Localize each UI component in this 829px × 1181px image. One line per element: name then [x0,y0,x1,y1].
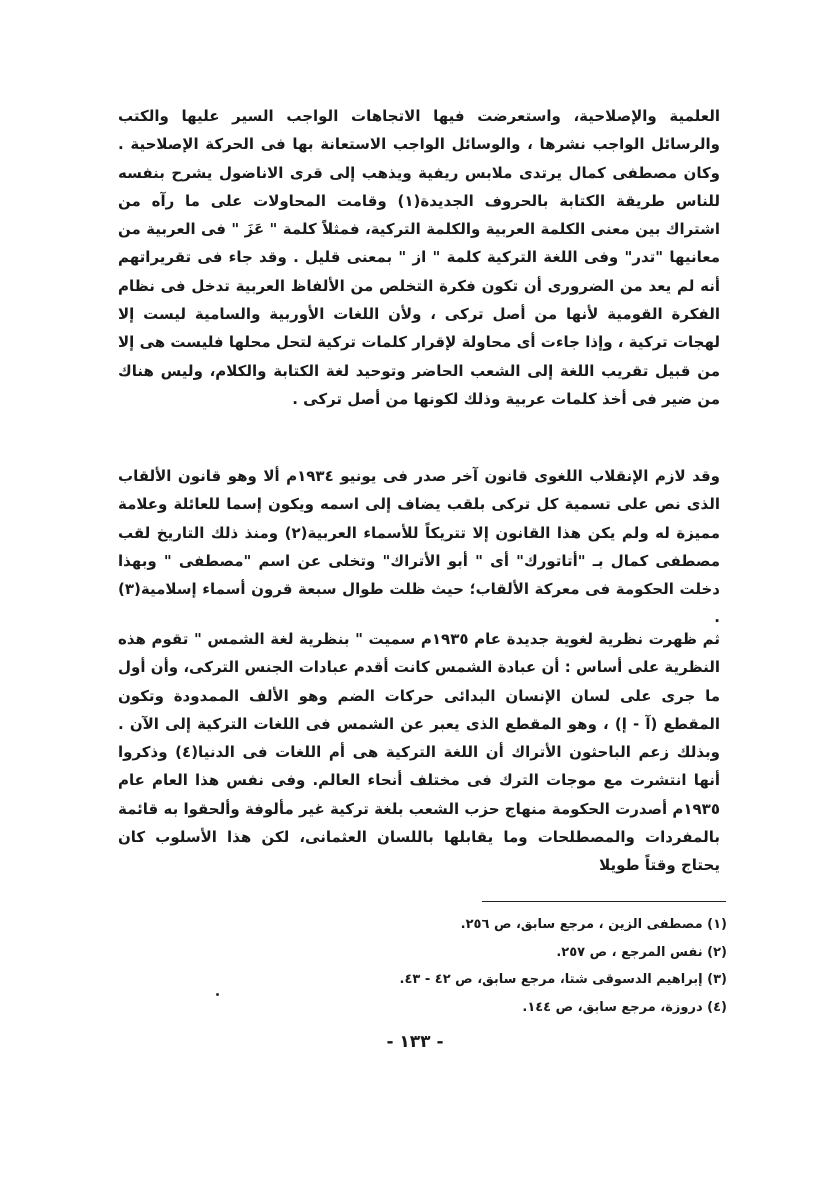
paragraph-text: العلمية والإصلاحية، واستعرضت فيها الاتجاهات الواجب السير عليها والكتب والرسائل الواجب نشرها ، والوسائل الواجب الاستعانة بها فى الحركة الإصلاحية . وكان مصطفى كمال يرتدى ملابس ريفية ويذهب إلى قرى الاناضول يشرح بنفسه للناس طريقة الكتابة بالحروف الجديدة(١) وقامت المحاولات على ما رآه من اشتراك بين معنى الكلمة العربية والكلمة التركية، فمثلاً كلمة " عَزَ " فى العربية من معانيها "تدر" وفى اللغة التركية كلمة " از " بمعنى قليل . وقد جاء فى تقريراتهم أنه لم يعد من الضرورى أن تكون فكرة التخلص من الألفاظ العربية تدخل فى نظام الفكرة القومية لأنها من أصل تركى ، ولأن اللغات الأوربية والسامية ليست إلا لهجات تركية ، وإذا جاءت أى محاولة لإقرار كلمات تركية لتحل محلها فليست هى إلا من قبيل تقريب اللغة إلى الشعب الحاضر وتوحيد لغة الكتابة والكلام، وليس هناك من ضير فى أخذ كلمات عربية وذلك لكونها من أصل تركى . [118,107,721,408]
footnote-1: (١) مصطفى الزين ، مرجع سابق، ص ٢٥٦. [460,917,727,932]
footnote-separator [482,901,726,902]
footnote-3: (٣) إبراهيم الدسوقى شتا، مرجع سابق، ص ٤٢ - ٤٣. [399,972,727,987]
paragraph-text: وقد لازم الإنقلاب اللغوى قانون آخر صدر فى يونيو ١٩٣٤م ألا وهو قانون الألقاب الذى نص على تسمية كل تركى بلقب يضاف إلى اسمه ويكون إسما للعائلة وعلامة مميزة له ولم يكن هذا القانون إلا تتريكاً للأسماء العربية(٢) ومنذ ذلك التاريخ لقب مصطفى كمال بـ "أتاتورك" أى " أبو الأتراك" وتخلى عن اسم "مصطفى " وبهذا دخلت الحكومة فى معركة الألقاب؛ حيث ظلت طوال سبعة قرون أسماء إسلامية(٣) . [118,467,721,627]
footnote-2: (٢) نفس المرجع ، ص ٢٥٧. [556,944,727,960]
body-paragraph-3 [118,625,720,880]
footnotes [300,911,727,1021]
body-paragraph-2 [118,462,720,632]
body-paragraph-1 [118,102,720,413]
footnote-4: (٤) دروزة، مرجع سابق، ص ١٤٤. [522,999,727,1015]
paragraph-text: ثم ظهرت نظرية لغوية جديدة عام ١٩٣٥م سميت " بنظرية لغة الشمس " تقوم هذه النظرية على أساس : أن عبادة الشمس كانت أقدم عبادات الجنس التركى، وأن أول ما جرى على لسان الإنسان البدائى حركات الضم وهو الألف الممدودة وتكون المقطع (آ - إ) ، وهو المقطع الذى يعبر عن الشمس فى اللغات التركية إلى الآن . وبذلك زعم الباحثون الأتراك أن اللغة التركية هى أم اللغات فى الدنيا(٤) وذكروا أنها انتشرت مع موجات الترك فى مختلف أنحاء العالم. وفى نفس هذا العام عام ١٩٣٥م أصدرت الحكومة منهاج حزب الشعب بلغة تركية غير مألوفة وألحقوا به قائمة بالمفردات والمصطلحات وما يقابلها باللسان العثمانى، لكن هذا الأسلوب كان يحتاج وقتاً طويلا [118,630,720,875]
scan-speck [216,993,219,996]
page-number: - ١٣٣ - [386,1032,444,1052]
